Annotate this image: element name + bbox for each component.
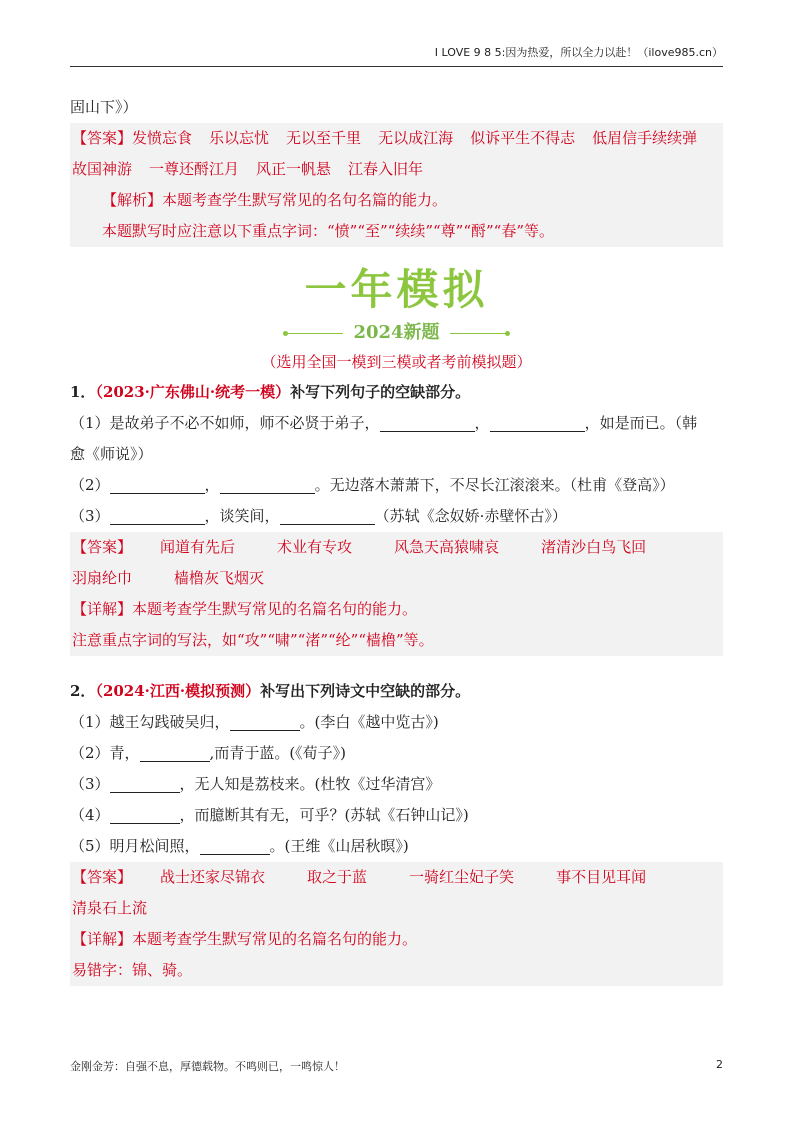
question-number: 2． [70,682,96,700]
divider-right [450,333,508,334]
header-text: I LOVE 9 8 5:因为热爱，所以全力以赴！（ilove985.cn） [434,46,723,59]
answer-blank[interactable] [110,774,180,793]
item-text: （5）明月松间照， [70,837,200,855]
prev-answer-box [70,123,723,247]
answer-item: 闻道有先后 [160,538,236,556]
banner-note: （选用全国一模到三模或者考前模拟题） [261,353,532,371]
page-header [70,44,723,67]
banner-subtitle [70,319,723,347]
page-number: 2 [716,1058,723,1071]
item-text: （2）青， [70,744,140,762]
prev-analysis [72,185,721,216]
q2-note: 易错字：锦、骑。 [72,961,193,979]
analysis-text: 本题考查学生默写常见的名句名篇的能力。 [162,191,448,209]
answer-item: 乐以忘忧 [209,129,270,147]
question-1-title [70,377,723,408]
item-text: ，谈笑间， [204,507,280,525]
q1-detail [72,594,721,625]
q1-item-1-cont: 愈《师说》） [70,445,153,463]
question-source: （2023·广东佛山·统考一模） [95,383,291,401]
answer-item: 事不目见耳闻 [556,868,647,886]
q2-item-5 [70,831,723,862]
answer-blank[interactable] [200,836,270,855]
item-text: 。(王维《山居秋暝》) [269,837,409,855]
answer-blank[interactable] [380,413,475,432]
prev-answer-line-2 [72,154,721,185]
item-text: ，而臆断其有无，可乎？(苏轼《石钟山记》) [179,806,469,824]
item-text: （3） [70,775,110,793]
answer-item: 江春入旧年 [348,160,424,178]
q2-item-2 [70,738,723,769]
answer-item: 发愤忘食 [132,129,193,147]
answer-item: 术业有专攻 [277,538,353,556]
item-text: 。无边落木萧萧下，不尽长江滚滚来。（杜甫《登高》） [314,476,675,494]
item-text: ， [474,414,490,432]
q2-item-4 [70,800,723,831]
answer-tag: 【答案】 [72,538,133,556]
prev-tail: 固山下》） [70,98,138,116]
answer-blank[interactable] [230,712,300,731]
question-prompt: 补写出下列诗文中空缺的部分。 [260,682,471,700]
answer-item: 故国神游 [72,160,133,178]
answer-item: 低眉信手续续弹 [592,129,698,147]
answer-item: 一骑红尘妃子笑 [409,868,515,886]
q1-item-3 [70,501,723,532]
analysis-tag: 【解析】 [102,191,163,209]
q2-item-3 [70,769,723,800]
detail-text: 本题考查学生默写常见的名篇名句的能力。 [132,930,418,948]
page-content [70,92,723,986]
answer-blank[interactable] [280,506,375,525]
q2-answer-line-2 [72,893,721,924]
q1-answer-line-2 [72,563,721,594]
answer-item: 清泉石上流 [72,899,148,917]
page-footer [70,1058,723,1074]
question-source: （2024·江西·模拟预测） [95,682,261,700]
q1-note: 注意重点字词的写法，如“攻”“啸”“渚”“纶”“樯橹”等。 [72,631,434,649]
q2-answer-line-1 [72,862,721,893]
item-text: ,而青于蓝。(《荀子》) [209,744,347,762]
answer-blank[interactable] [220,475,315,494]
answer-item: 羽扇纶巾 [72,569,133,587]
divider-left [285,333,343,334]
answer-item: 战士还家尽锦衣 [160,868,266,886]
q1-answer-line-1 [72,532,721,563]
answer-tag: 【答案】 [72,129,133,147]
answer-blank[interactable] [140,743,210,762]
banner-title: 一年模拟 [304,265,489,314]
answer-item: 樯橹灰飞烟灭 [174,569,265,587]
spacer [70,656,723,676]
detail-text: 本题考查学生默写常见的名篇名句的能力。 [132,600,418,618]
item-text: ， [204,476,220,494]
q1-item-1 [70,408,723,439]
banner-subtitle-text: 2024新题 [353,322,440,343]
item-text: ，无人知是荔枝来。(杜牧《过华清宫》 [179,775,441,793]
item-text: （苏轼《念奴娇·赤壁怀古》） [374,507,567,525]
answer-blank[interactable] [110,805,180,824]
section-banner [70,261,723,377]
answer-item: 取之于蓝 [307,868,368,886]
answer-item: 一尊还酹江月 [149,160,240,178]
q2-answer-box [70,862,723,986]
answer-blank[interactable] [110,475,205,494]
question-number: 1． [70,383,96,401]
item-text: 。(李白《越中览古》) [299,713,439,731]
answer-blank[interactable] [490,413,585,432]
answer-item: 风正一帆悬 [256,160,332,178]
q1-answer-box [70,532,723,656]
answer-item: 无以成江海 [378,129,454,147]
item-text: （1）是故弟子不必不如师，师不必贤于弟子， [70,414,380,432]
answer-item: 无以至千里 [286,129,362,147]
item-text: （2） [70,476,110,494]
answer-blank[interactable] [110,506,205,525]
question-2-title [70,676,723,707]
q2-detail [72,924,721,955]
question-prompt: 补写下列句子的空缺部分。 [290,383,471,401]
q1-item-2 [70,470,723,501]
answer-item: 渚清沙白鸟飞回 [541,538,647,556]
item-text: （3） [70,507,110,525]
answer-tag: 【答案】 [72,868,133,886]
prev-note: 本题默写时应注意以下重点字词：“愤”“至”“续续”“尊”“酹”“春”等。 [102,222,555,240]
footer-motto: 金刚金芳：自强不息，厚德载物。不鸣则已，一鸣惊人！ [70,1060,345,1073]
item-text: （4） [70,806,110,824]
item-text: （1）越王勾践破吴归， [70,713,230,731]
detail-tag: 【详解】 [72,930,133,948]
detail-tag: 【详解】 [72,600,133,618]
answer-item: 风急天高猿啸哀 [394,538,500,556]
answer-item: 似诉平生不得志 [470,129,576,147]
prev-answer-line-1 [72,123,721,154]
item-text: ，如是而已。（韩 [584,414,698,432]
q2-item-1 [70,707,723,738]
